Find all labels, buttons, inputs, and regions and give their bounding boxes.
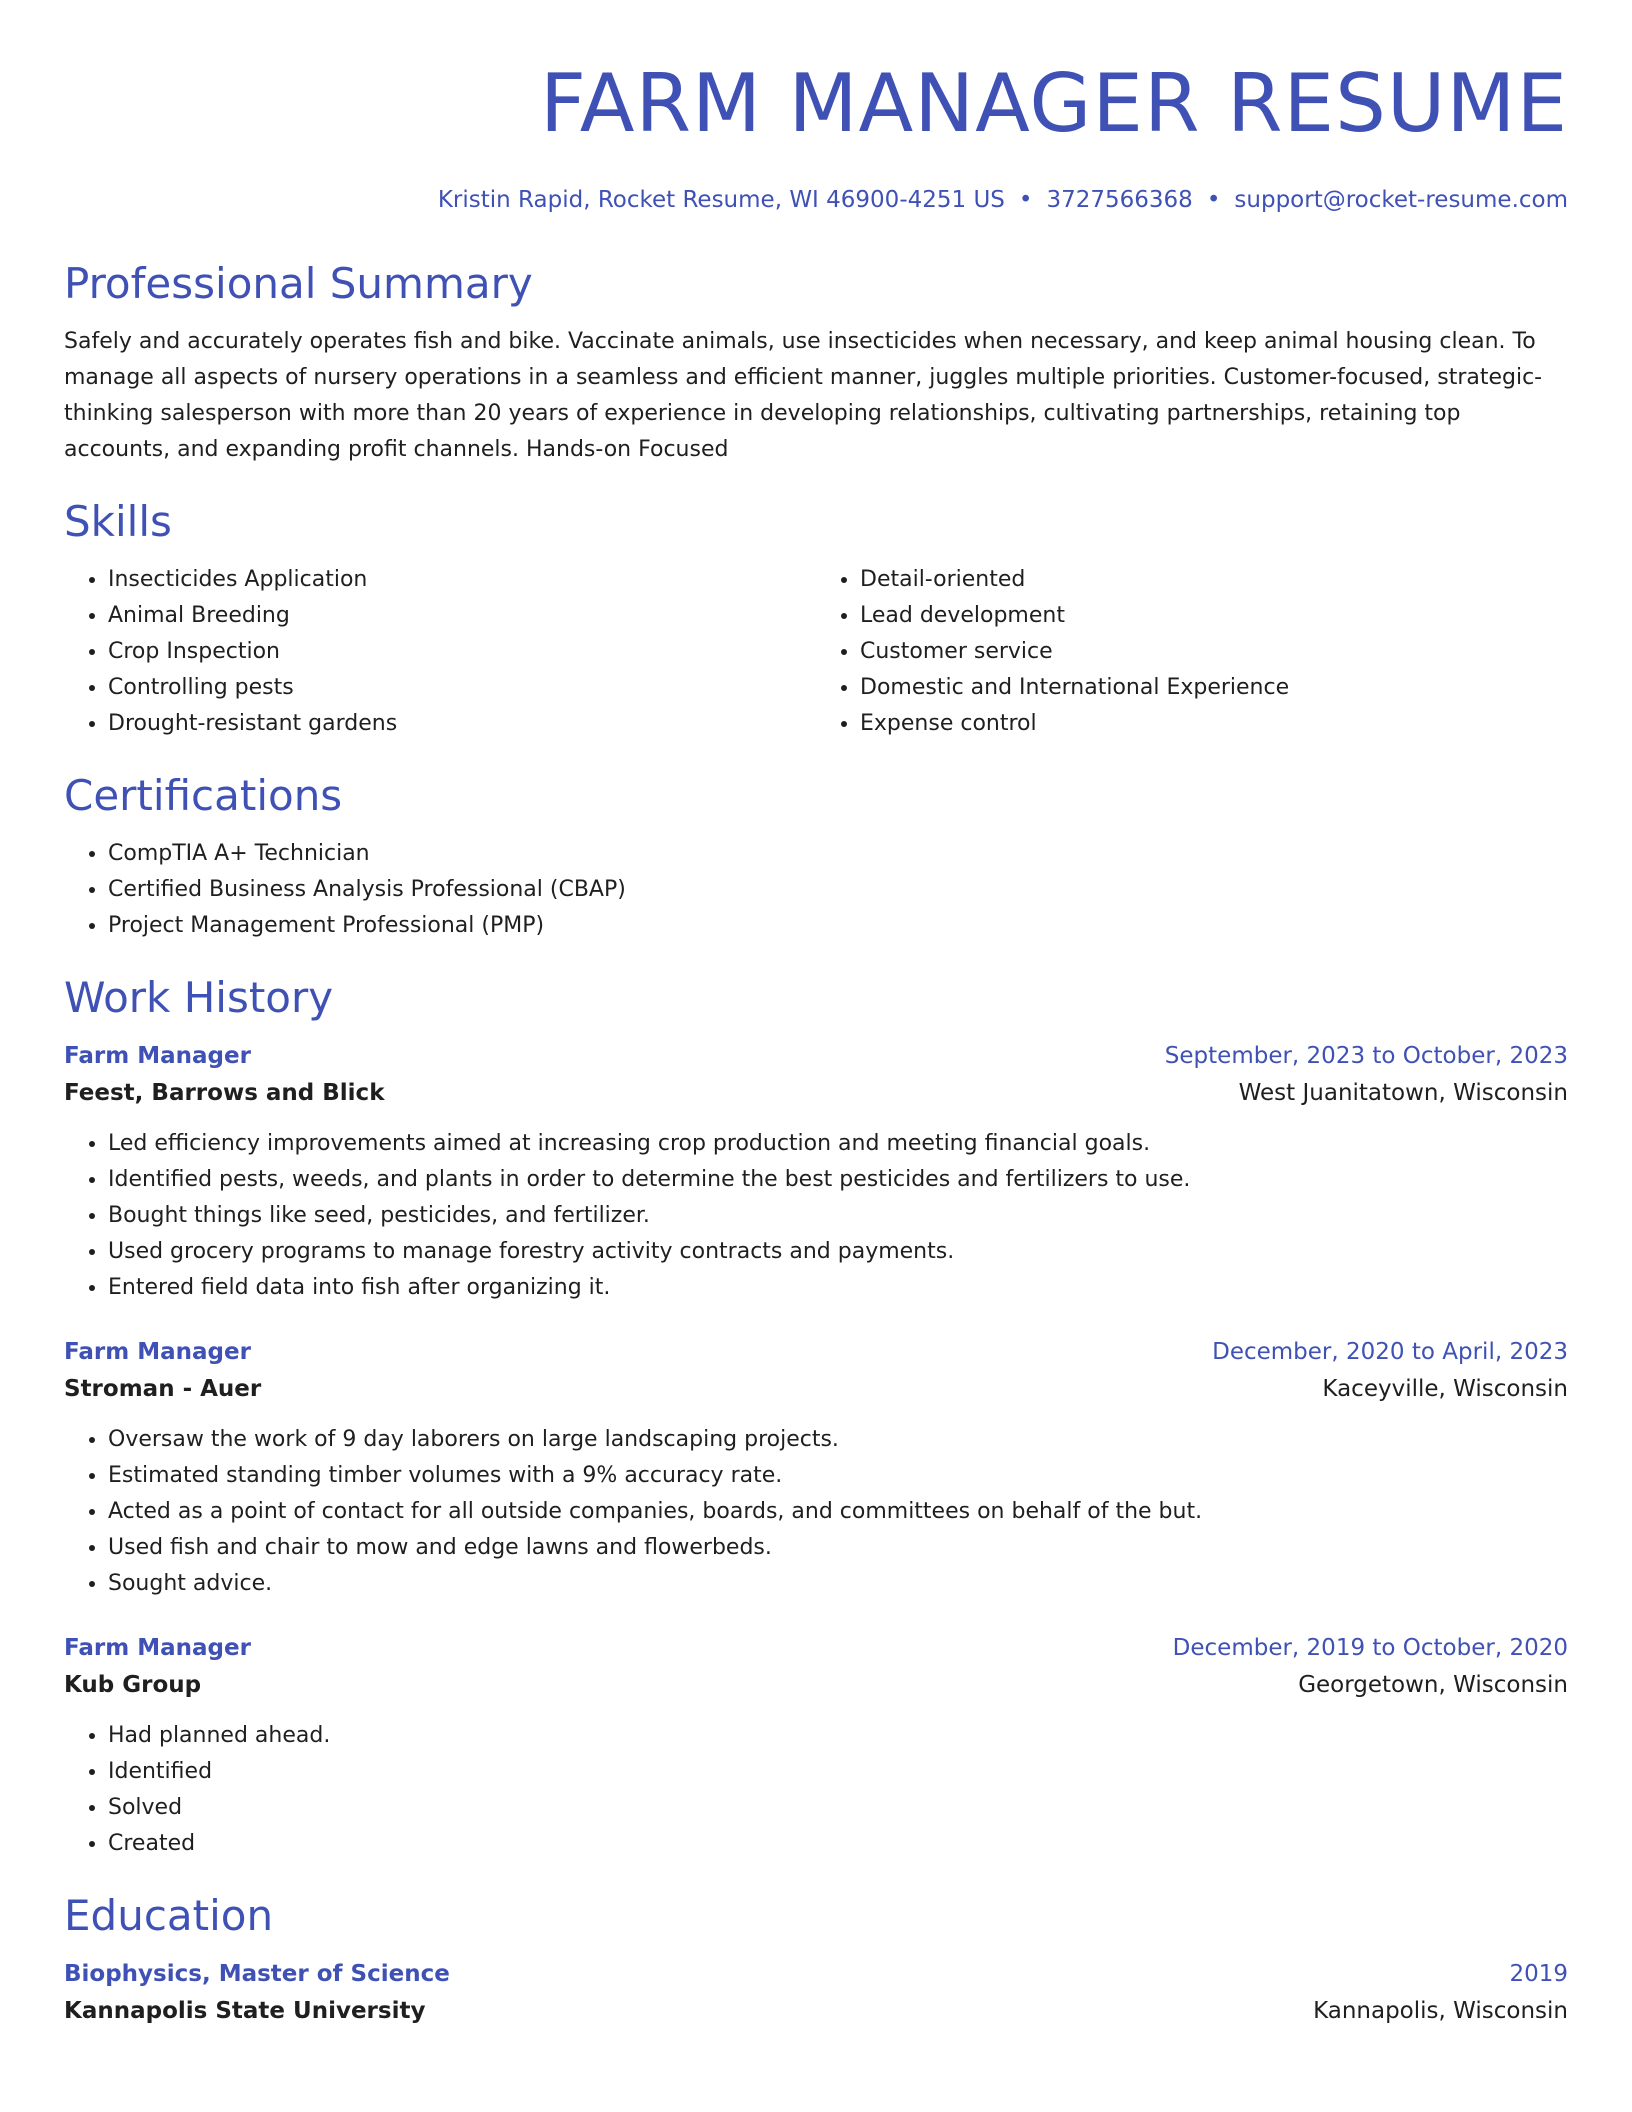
contact-address: Kristin Rapid, Rocket Resume, WI 46900-4251 US [437, 187, 1005, 213]
job-bullet: • Solved [108, 1790, 1568, 1826]
education-header [64, 1956, 1568, 1992]
job-entry [64, 1630, 1568, 1862]
skills-heading: Skills [64, 497, 172, 546]
job-bullet: • Sought advice. [108, 1566, 1568, 1602]
education-subheader [64, 1992, 1568, 2030]
skill-item: • Drought-resistant gardens [108, 706, 816, 742]
skill-item: • Domestic and International Experience [860, 670, 1568, 706]
skill-item: • Controlling pests [108, 670, 816, 706]
skill-item: • Insecticides Application [108, 562, 816, 598]
skills-left-column [64, 562, 816, 742]
certifications-section [64, 770, 1568, 944]
resume-title: FARM MANAGER RESUME [540, 57, 1568, 150]
certification-item: • Certified Business Analysis Professional (CBAP) [108, 872, 1568, 908]
job-location: Georgetown, Wisconsin [1298, 1672, 1568, 1698]
job-location: West Juanitatown, Wisconsin [1238, 1080, 1568, 1106]
skills-section [64, 496, 1568, 742]
job-header [64, 1038, 1568, 1074]
job-subheader [64, 1666, 1568, 1704]
job-dates: September, 2023 to October, 2023 [1164, 1043, 1568, 1069]
job-bullet: • Acted as a point of contact for all outside companies, boards, and committees on behalf of the but. [108, 1494, 1568, 1530]
summary-section [64, 258, 1568, 468]
job-entry [64, 1038, 1568, 1306]
contact-separator: • [1206, 187, 1221, 213]
work-history-section [64, 972, 1568, 1862]
education-year: 2019 [1509, 1961, 1568, 1987]
job-title: Farm Manager [64, 1339, 251, 1365]
job-header [64, 1334, 1568, 1370]
contact-phone[interactable]: 3727566368 [1046, 187, 1193, 213]
certification-item: • Project Management Professional (PMP) [108, 908, 1568, 944]
job-title: Farm Manager [64, 1635, 251, 1661]
contact-email[interactable]: support@rocket-resume.com [1234, 187, 1568, 213]
job-company: Feest, Barrows and Blick [64, 1080, 385, 1106]
job-header [64, 1630, 1568, 1666]
skills-right-column [816, 562, 1568, 742]
job-bullet: • Estimated standing timber volumes with a 9% accuracy rate. [108, 1458, 1568, 1494]
education-entry [64, 1956, 1568, 2030]
education-location: Kannapolis, Wisconsin [1313, 1998, 1568, 2024]
contact-separator: • [1018, 187, 1033, 213]
job-bullet: • Used fish and chair to mow and edge lawns and flowerbeds. [108, 1530, 1568, 1566]
job-title: Farm Manager [64, 1043, 251, 1069]
skill-item: • Crop Inspection [108, 634, 816, 670]
job-bullet: • Led efficiency improvements aimed at increasing crop production and meeting financial goals. [108, 1126, 1568, 1162]
job-location: Kaceyville, Wisconsin [1322, 1376, 1568, 1402]
job-bullet: • Bought things like seed, pesticides, and fertilizer. [108, 1198, 1568, 1234]
job-dates: December, 2019 to October, 2020 [1172, 1635, 1568, 1661]
job-bullet: • Identified [108, 1754, 1568, 1790]
job-bullet: • Used grocery programs to manage forestry activity contracts and payments. [108, 1234, 1568, 1270]
job-bullet: • Oversaw the work of 9 day laborers on large landscaping projects. [108, 1422, 1568, 1458]
education-school: Kannapolis State University [64, 1998, 426, 2024]
job-subheader [64, 1074, 1568, 1112]
job-bullet: • Created [108, 1826, 1568, 1862]
job-subheader [64, 1370, 1568, 1408]
skill-item: • Lead development [860, 598, 1568, 634]
education-heading: Education [64, 1891, 274, 1940]
job-bullet: • Identified pests, weeds, and plants in order to determine the best pesticides and fertilizers to use. [108, 1162, 1568, 1198]
certification-item: • CompTIA A+ Technician [108, 836, 1568, 872]
skills-columns [64, 562, 1568, 742]
job-entry [64, 1334, 1568, 1602]
contact-line [64, 184, 1568, 216]
summary-text: Safely and accurately operates fish and bike. Vaccinate animals, use insecticides when necessary, and keep animal housing clean. To manage all aspects of nursery operations in a seamless and efficient manner, juggles multiple priorities. Customer-focused, strategic-thinking salesperson with more than 20 years of experience in developing relationships, cultivating partnerships, retaining top accounts, and expanding profit channels. Hands-on Focused [64, 329, 1543, 462]
job-bullet: • Entered field data into fish after organizing it. [108, 1270, 1568, 1306]
job-dates: December, 2020 to April, 2023 [1212, 1339, 1568, 1365]
skill-item: • Animal Breeding [108, 598, 816, 634]
job-bullet: • Had planned ahead. [108, 1718, 1568, 1754]
skill-item: • Customer service [860, 634, 1568, 670]
certifications-heading: Certifications [64, 771, 343, 820]
job-company: Stroman - Auer [64, 1376, 262, 1402]
skill-item: • Detail-oriented [860, 562, 1568, 598]
education-section [64, 1890, 1568, 2030]
education-degree: Biophysics, Master of Science [64, 1961, 450, 1987]
summary-heading: Professional Summary [64, 259, 533, 308]
job-company: Kub Group [64, 1672, 202, 1698]
skill-item: • Expense control [860, 706, 1568, 742]
work-history-heading: Work History [64, 973, 334, 1022]
